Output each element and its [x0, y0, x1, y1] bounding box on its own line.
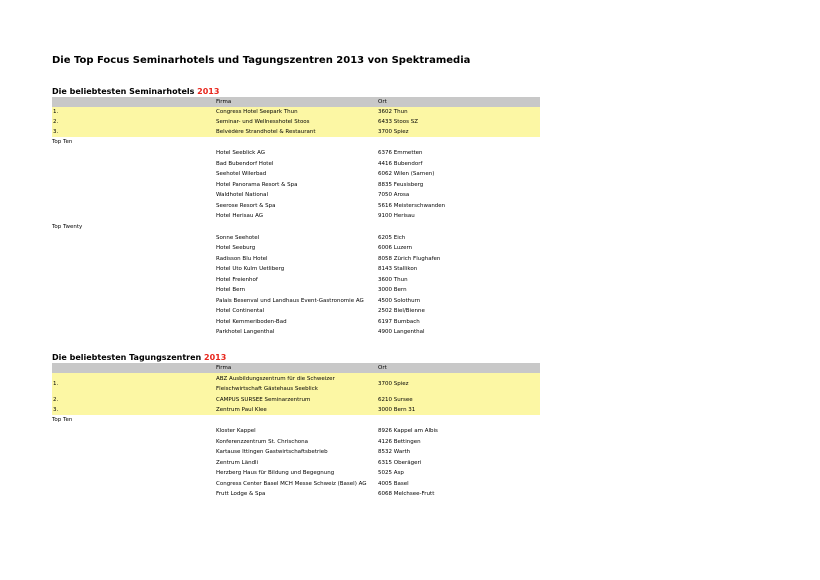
- ort-cell: 3000 Bern: [378, 287, 407, 294]
- firma-cell: Bad Bubendorf Hotel: [216, 160, 274, 167]
- ort-cell: 8143 Stallikon: [378, 266, 418, 273]
- seminarhotels-section: [52, 86, 540, 338]
- firma-cell: Congress Hotel Seepark Thun: [216, 109, 298, 115]
- table-row: [52, 447, 540, 458]
- column-header-ort: Ort: [378, 365, 387, 371]
- table-row: [52, 395, 540, 405]
- tagungszentren-heading: [52, 352, 540, 363]
- table-row: [52, 458, 540, 469]
- firma-cell: Zentrum Ländli: [216, 459, 259, 466]
- table-row: [52, 190, 540, 201]
- rank-cell: 3.: [53, 407, 59, 413]
- table-row: [52, 426, 540, 437]
- rank-cell: 2.: [53, 119, 59, 125]
- section-title-text: Die beliebtesten Seminarhotels: [52, 87, 195, 96]
- ort-cell: 6315 Oberägeri: [378, 459, 422, 466]
- firma-cell: Seerose Resort & Spa: [216, 202, 276, 209]
- firma-cell: Herzberg Haus für Bildung und Begegnung: [216, 470, 335, 477]
- ort-cell: 3600 Thun: [378, 276, 408, 283]
- firma-cell: Waldhotel National: [216, 192, 269, 199]
- rank-cell: 3.: [53, 129, 59, 135]
- firma-cell: Hotel Seeburg: [216, 245, 256, 252]
- table-row: [52, 405, 540, 415]
- firma-cell: Hotel Herisau AG: [216, 213, 264, 220]
- table-row: [52, 180, 540, 191]
- ort-cell: 8058 Zürich Flughafen: [378, 255, 441, 262]
- table-row: [52, 233, 540, 244]
- table-row: [52, 211, 540, 222]
- table-row: [52, 306, 540, 317]
- table-header: [52, 363, 540, 373]
- ort-cell: 5616 Meisterschwanden: [378, 202, 446, 209]
- ort-cell: 3700 Spiez: [378, 129, 409, 135]
- table-row: [52, 201, 540, 212]
- table-row: [52, 489, 540, 500]
- firma-cell: Hotel Freienhof: [216, 276, 258, 283]
- firma-cell: Seminar- und Wellnesshotel Stoos: [216, 119, 310, 125]
- firma-cell: Belvédère Strandhotel & Restaurant: [216, 129, 316, 135]
- ort-cell: 3602 Thun: [378, 109, 408, 115]
- column-header-firma: Firma: [216, 365, 232, 371]
- firma-cell: Hotel Uto Kulm Uetliberg: [216, 266, 285, 273]
- rank-cell: 1.: [53, 109, 59, 115]
- firma-cell: Hotel Kemmeriboden-Bad: [216, 318, 287, 325]
- group-label-top-twenty: Top Twenty: [52, 223, 83, 230]
- table-row: [52, 148, 540, 159]
- table-row: [52, 317, 540, 328]
- firma-cell: Hotel Panorama Resort & Spa: [216, 181, 298, 188]
- ort-cell: 6197 Bumbach: [378, 318, 420, 325]
- ort-cell: 6006 Luzern: [378, 245, 413, 252]
- firma-cell: Seehotel Wilerbad: [216, 171, 267, 178]
- table-row: [52, 468, 540, 479]
- table-row: [52, 243, 540, 254]
- ort-cell: 6210 Sursee: [378, 397, 413, 403]
- firma-cell: Hotel Seeblick AG: [216, 150, 266, 157]
- ort-cell: 6062 Wilen (Sarnen): [378, 171, 435, 178]
- ort-cell: 8926 Kappel am Albis: [378, 428, 438, 435]
- table-row: [52, 107, 540, 117]
- ort-cell: 5025 Asp: [378, 470, 404, 477]
- table-row: [52, 275, 540, 286]
- tagungszentren-section: [52, 352, 540, 500]
- ort-cell: 6376 Emmetten: [378, 150, 423, 157]
- group-label-top-ten: Top Ten: [52, 139, 73, 145]
- ort-cell: 8532 Warth: [378, 449, 411, 456]
- table-row: [52, 254, 540, 265]
- table-row: [52, 127, 540, 137]
- ort-cell: 4900 Langenthal: [378, 329, 425, 336]
- ort-cell: 3700 Spiez: [378, 381, 409, 387]
- firma-cell: Konferenzzentrum St. Chrischona: [216, 438, 309, 445]
- table-row: [52, 117, 540, 127]
- firma-cell: Kloster Kappel: [216, 428, 256, 435]
- table-row: [52, 327, 540, 338]
- seminarhotels-heading: [52, 86, 540, 97]
- column-header-ort: Ort: [378, 99, 387, 105]
- section-year: 2013: [197, 87, 220, 96]
- table-row: [52, 373, 540, 395]
- column-header-firma: Firma: [216, 99, 232, 105]
- group-label-top-ten: Top Ten: [52, 417, 73, 423]
- ort-cell: 6068 Melchsee-Frutt: [378, 491, 435, 498]
- ort-cell: 2502 Biel/Bienne: [378, 308, 425, 315]
- document-title: Die Top Focus Seminarhotels und Tagungszentren 2013 von Spektramedia: [52, 55, 471, 66]
- table-row: [52, 437, 540, 448]
- firma-cell: Zentrum Paul Klee: [216, 407, 267, 413]
- ort-cell: 3000 Bern 31: [378, 407, 416, 413]
- ort-cell: 4500 Solothurn: [378, 297, 421, 304]
- firma-cell: Congress Center Basel MCH Messe Schweiz (Basel) AG: [216, 480, 367, 487]
- ort-cell: 6433 Stoos SZ: [378, 119, 418, 125]
- firma-cell: Parkhotel Langenthal: [216, 329, 275, 336]
- firma-cell: Frutt Lodge & Spa: [216, 491, 266, 498]
- ort-cell: 7050 Arosa: [378, 192, 410, 199]
- table-row: [52, 296, 540, 307]
- table-row: [52, 159, 540, 170]
- firma-cell: Radisson Blu Hotel: [216, 255, 268, 262]
- firma-cell: Hotel Continental: [216, 308, 265, 315]
- table-header: [52, 97, 540, 107]
- firma-cell: Palais Besenval und Landhaus Event-Gastronomie AG: [216, 297, 364, 304]
- table-row: [52, 479, 540, 490]
- rank-cell: 2.: [53, 397, 59, 403]
- ort-cell: 4126 Bettingen: [378, 438, 421, 445]
- firma-cell: CAMPUS SURSEE Seminarzentrum: [216, 397, 311, 403]
- ort-cell: 8835 Feusisberg: [378, 181, 424, 188]
- table-row: [52, 285, 540, 296]
- firma-cell: Sonne Seehotel: [216, 234, 260, 241]
- ort-cell: 4416 Bubendorf: [378, 160, 423, 167]
- firma-cell: Hotel Bern: [216, 287, 246, 294]
- rank-cell: 1.: [53, 381, 59, 387]
- ort-cell: 6205 Eich: [378, 234, 406, 241]
- section-year: 2013: [204, 353, 227, 362]
- firma-cell: ABZ Ausbildungszentrum für die Schweizer Fleischwirtschaft Gästehaus Seeblick: [216, 376, 335, 392]
- firma-cell: Kartause Ittingen Gastwirtschaftsbetrieb: [216, 449, 328, 456]
- ort-cell: 9100 Herisau: [378, 213, 415, 220]
- table-row: [52, 169, 540, 180]
- ort-cell: 4005 Basel: [378, 480, 409, 487]
- table-row: [52, 264, 540, 275]
- section-title-text: Die beliebtesten Tagungszentren: [52, 353, 202, 362]
